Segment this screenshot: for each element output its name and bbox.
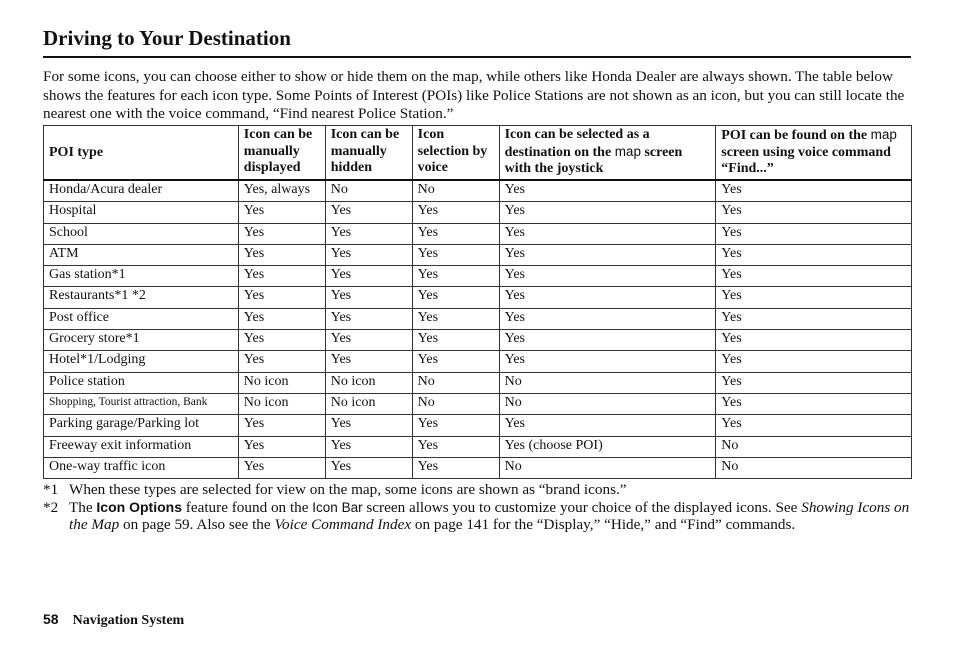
intro-paragraph: For some icons, you can choose either to show or hide them on the map, while others like Honda Dealer are always shown. The table below shows the features for each icon type. Some Points of Interest (POIs) like Police Stations are not shown as an icon, but you can still locate the nearest one with the voice command, “Find nearest Police Station.” [43, 68, 905, 122]
joystick-cell: Yes [499, 244, 716, 265]
displayed-cell: Yes [238, 351, 325, 372]
page-title: Driving to Your Destination [43, 26, 291, 50]
table-row [44, 415, 912, 436]
voice-cell: Yes [412, 202, 499, 223]
joystick-cell: No [499, 457, 716, 478]
fn2-end: on page 141 for the “Display,” “Hide,” and “Find” commands. [411, 516, 796, 533]
find-cell: Yes [716, 244, 912, 265]
table-header-row [44, 126, 912, 181]
hidden-cell: Yes [325, 415, 412, 436]
fn2-mid3: on page 59. Also see the [119, 516, 275, 533]
joystick-cell: Yes [499, 330, 716, 351]
header-find-text-a: POI can be found on the [721, 128, 871, 143]
find-cell: Yes [716, 330, 912, 351]
voice-cell: No [412, 180, 499, 202]
header-poi-type: POI type [44, 126, 239, 181]
displayed-cell: Yes [238, 436, 325, 457]
fn2-mid: feature found on the [181, 498, 313, 516]
displayed-cell: Yes [238, 308, 325, 329]
table-row [44, 351, 912, 372]
poi-type-cell: Honda/Acura dealer [44, 180, 239, 202]
table-row [44, 223, 912, 244]
fn2-mid2: screen allows you to customize your choice of the displayed icons. See [362, 498, 802, 516]
joystick-cell: Yes [499, 202, 716, 223]
hidden-cell: Yes [325, 436, 412, 457]
displayed-cell: Yes [238, 244, 325, 265]
hidden-cell: Yes [325, 287, 412, 308]
hidden-cell: Yes [325, 202, 412, 223]
page-footer [43, 611, 184, 629]
voice-cell: Yes [412, 223, 499, 244]
table-row [44, 180, 912, 202]
poi-type-cell: One-way traffic icon [44, 457, 239, 478]
hidden-cell: Yes [325, 330, 412, 351]
voice-cell: No [412, 393, 499, 414]
hidden-cell: No icon [325, 393, 412, 414]
footnote-2 [43, 499, 913, 534]
table-row [44, 372, 912, 393]
displayed-cell: No icon [238, 372, 325, 393]
find-cell: No [716, 457, 912, 478]
footnotes [43, 481, 913, 534]
fn2-icon-bar: Icon Bar [312, 499, 363, 515]
find-cell: Yes [716, 287, 912, 308]
header-joystick-destination [499, 126, 716, 181]
find-cell: Yes [716, 351, 912, 372]
header-voice-find [716, 126, 912, 181]
joystick-cell: Yes [499, 223, 716, 244]
joystick-cell: Yes [499, 287, 716, 308]
poi-type-cell: Gas station*1 [44, 266, 239, 287]
poi-type-cell: Freeway exit information [44, 436, 239, 457]
find-cell: Yes [716, 415, 912, 436]
voice-cell: No [412, 372, 499, 393]
table-row [44, 436, 912, 457]
header-joystick-text-b: screen with the joystick [504, 144, 683, 176]
find-cell: No [716, 436, 912, 457]
poi-type-cell: Post office [44, 308, 239, 329]
find-cell: Yes [716, 308, 912, 329]
hidden-cell: No [325, 180, 412, 202]
header-joystick-map-word: map [614, 143, 641, 159]
joystick-cell: No [499, 372, 716, 393]
displayed-cell: Yes [238, 287, 325, 308]
voice-cell: Yes [412, 244, 499, 265]
footnote-2-text [69, 499, 913, 534]
joystick-cell: Yes [499, 180, 716, 202]
hidden-cell: Yes [325, 223, 412, 244]
voice-cell: Yes [412, 351, 499, 372]
joystick-cell: No [499, 393, 716, 414]
displayed-cell: Yes [238, 457, 325, 478]
poi-type-cell: Police station [44, 372, 239, 393]
hidden-cell: No icon [325, 372, 412, 393]
poi-type-cell: Grocery store*1 [44, 330, 239, 351]
header-selection-by-voice: Icon selection by voice [412, 126, 499, 181]
poi-features-table [43, 125, 912, 479]
poi-type-cell: Restaurants*1 *2 [44, 287, 239, 308]
page-number: 58 [43, 611, 59, 627]
fn2-the: The [69, 498, 97, 516]
poi-type-cell: ATM [44, 244, 239, 265]
poi-type-cell: School [44, 223, 239, 244]
footer-section: Navigation System [72, 613, 185, 628]
header-joystick-text-a: Icon can be selected as a destination on the [504, 127, 650, 160]
voice-cell: Yes [412, 415, 499, 436]
hidden-cell: Yes [325, 266, 412, 287]
voice-cell: Yes [412, 457, 499, 478]
header-find-text-b: screen using voice command “Find...” [721, 144, 891, 176]
header-manually-displayed: Icon can be manually displayed [238, 126, 325, 181]
displayed-cell: Yes [238, 330, 325, 351]
displayed-cell: Yes [238, 266, 325, 287]
displayed-cell: Yes [238, 202, 325, 223]
find-cell: Yes [716, 180, 912, 202]
voice-cell: Yes [412, 330, 499, 351]
title-rule [43, 56, 911, 58]
fn2-icon-options: Icon Options [96, 498, 182, 515]
poi-type-cell: Hotel*1/Lodging [44, 351, 239, 372]
joystick-cell: Yes [499, 308, 716, 329]
hidden-cell: Yes [325, 308, 412, 329]
footnote-1-text: When these types are selected for view on the map, some icons are shown as “brand icons.” [69, 481, 627, 498]
find-cell: Yes [716, 372, 912, 393]
table-row [44, 287, 912, 308]
footnote-1 [43, 481, 913, 499]
fn2-ref-voice-index: Voice Command Index [274, 516, 412, 533]
voice-cell: Yes [412, 287, 499, 308]
joystick-cell: Yes (choose POI) [499, 436, 716, 457]
joystick-cell: Yes [499, 266, 716, 287]
table-row [44, 457, 912, 478]
find-cell: Yes [716, 223, 912, 244]
voice-cell: Yes [412, 308, 499, 329]
poi-type-cell: Parking garage/Parking lot [44, 415, 239, 436]
table-row [44, 244, 912, 265]
table-row [44, 330, 912, 351]
table-row [44, 266, 912, 287]
voice-cell: Yes [412, 436, 499, 457]
find-cell: Yes [716, 202, 912, 223]
displayed-cell: Yes [238, 415, 325, 436]
joystick-cell: Yes [499, 415, 716, 436]
footnote-1-mark: *1 [43, 481, 59, 498]
footnote-2-mark: *2 [43, 498, 59, 516]
fn2-ref-showing-icons: Showing Icons on the Map [69, 498, 910, 533]
find-cell: Yes [716, 266, 912, 287]
hidden-cell: Yes [325, 457, 412, 478]
displayed-cell: No icon [238, 393, 325, 414]
poi-type-cell: Hospital [44, 202, 239, 223]
table-body [44, 180, 912, 479]
poi-type-cell: Shopping, Tourist attraction, Bank [44, 393, 239, 414]
header-find-map-word: map [870, 127, 897, 142]
table-row [44, 308, 912, 329]
table-row [44, 202, 912, 223]
table-row [44, 393, 912, 414]
voice-cell: Yes [412, 266, 499, 287]
hidden-cell: Yes [325, 351, 412, 372]
displayed-cell: Yes, always [238, 180, 325, 202]
find-cell: Yes [716, 393, 912, 414]
hidden-cell: Yes [325, 244, 412, 265]
joystick-cell: Yes [499, 351, 716, 372]
header-manually-hidden: Icon can be manually hidden [325, 126, 412, 181]
displayed-cell: Yes [238, 223, 325, 244]
